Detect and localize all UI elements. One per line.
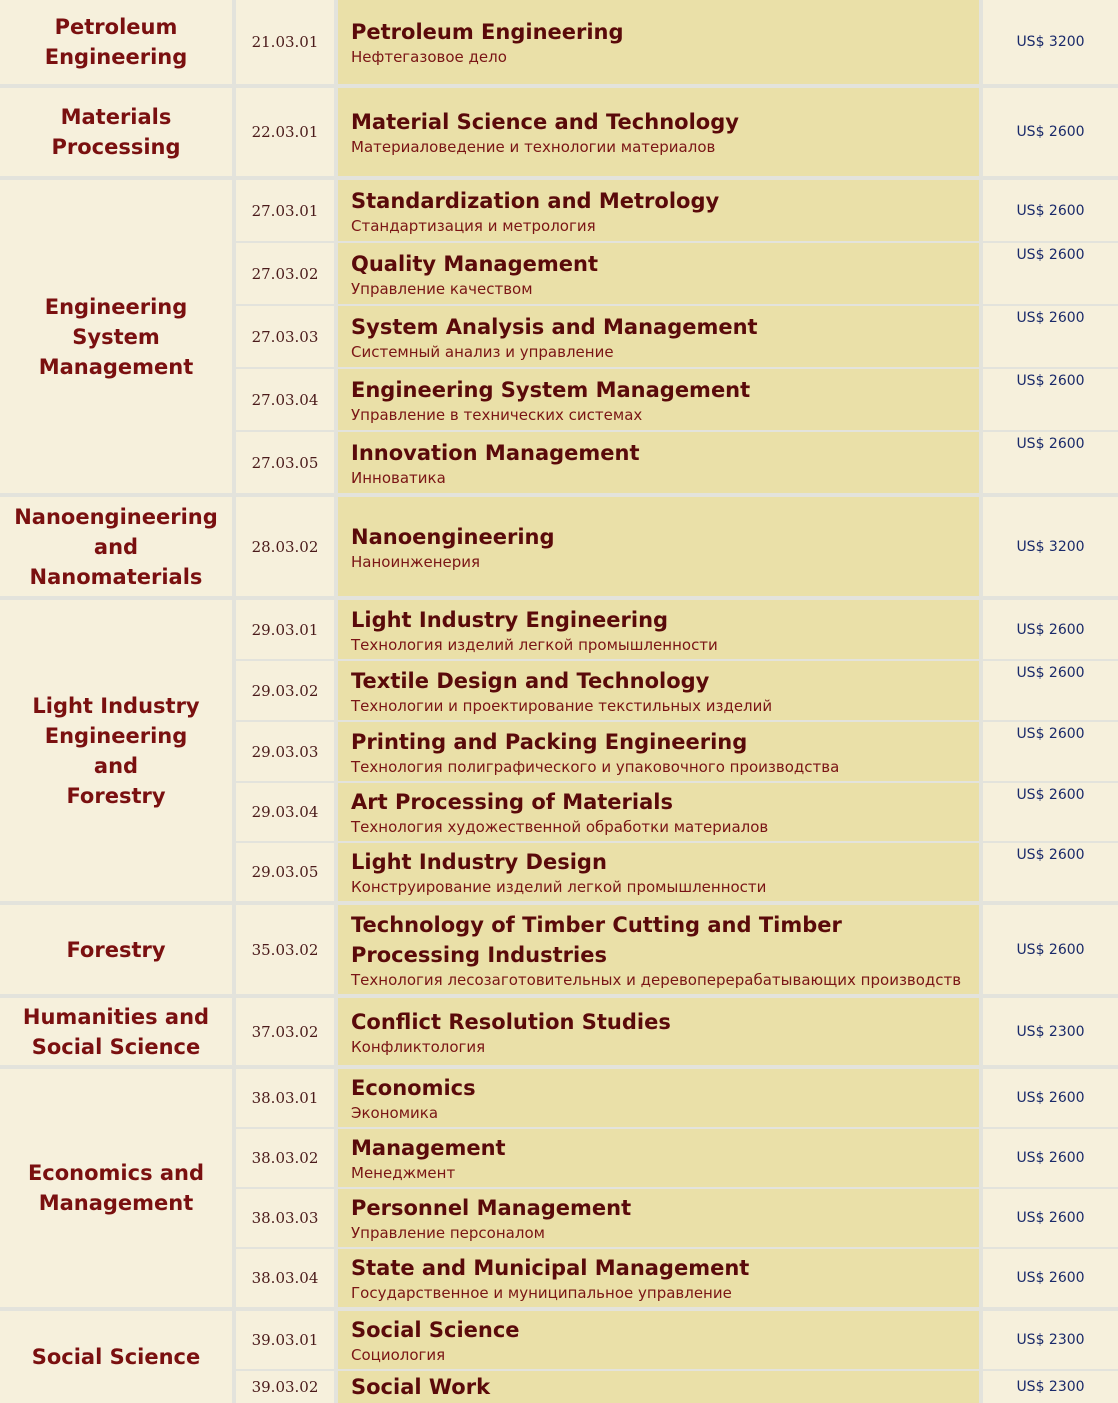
tuition-price: US$ 2600 <box>983 783 1118 841</box>
tuition-price: US$ 2300 <box>983 1311 1118 1369</box>
program-name-cell <box>338 1189 979 1247</box>
program-name-cell <box>338 88 979 176</box>
program-name-en: Printing and Packing Engineering <box>351 729 748 754</box>
program-code: 29.03.05 <box>236 843 334 901</box>
program-name-en: Conflict Resolution Studies <box>351 1009 671 1034</box>
program-code: 38.03.01 <box>236 1069 334 1127</box>
program-code: 21.03.01 <box>236 0 334 84</box>
tuition-price: US$ 2600 <box>983 661 1118 720</box>
tuition-price: US$ 2600 <box>983 1189 1118 1247</box>
program-code: 29.03.04 <box>236 783 334 841</box>
tuition-price: US$ 2600 <box>983 1129 1118 1187</box>
program-name-cell <box>338 600 979 659</box>
tuition-price: US$ 2600 <box>983 1249 1118 1307</box>
tuition-price: US$ 2600 <box>983 88 1118 176</box>
program-code: 39.03.01 <box>236 1311 334 1369</box>
tuition-price: US$ 2600 <box>983 180 1118 241</box>
field-of-study-cell: Nanoengineering and Nanomaterials <box>0 497 232 596</box>
program-name-ru: Нефтегазовое дело <box>351 48 507 66</box>
program-name-ru: Технология изделий легкой промышленности <box>351 635 718 654</box>
program-name-en: Light Industry Engineering <box>351 607 669 632</box>
program-name-cell <box>338 905 979 994</box>
program-name-cell <box>338 0 979 84</box>
program-name-en: Petroleum Engineering <box>351 20 624 44</box>
program-name-cell <box>338 432 979 493</box>
program-name-en: Material Science and Technology <box>351 110 739 134</box>
field-of-study-cell: Social Science <box>0 1311 232 1403</box>
tuition-price: US$ 2600 <box>983 432 1118 493</box>
program-name-ru: Инноватика <box>351 468 446 487</box>
program-name-en: Management <box>351 1136 506 1160</box>
program-name-cell <box>338 722 979 781</box>
program-name-en: Social Work <box>351 1375 491 1399</box>
program-name-ru: Технология художественной обработки материалов <box>351 818 769 836</box>
tuition-price: US$ 2600 <box>983 905 1118 994</box>
field-of-study-cell: Economics and Management <box>0 1069 232 1307</box>
program-code: 27.03.05 <box>236 432 334 493</box>
program-name-ru: Материаловедение и технологии материалов <box>351 138 716 156</box>
program-name-ru: Технология лесозаготовительных и деревоперерабатывающих производств <box>351 970 962 989</box>
tuition-price: US$ 3200 <box>983 497 1118 596</box>
program-name-ru: Конфликтология <box>351 1037 486 1056</box>
program-name-en: State and Municipal Management <box>351 1256 750 1280</box>
program-code: 35.03.02 <box>236 905 334 994</box>
program-name-en: Nanoengineering <box>351 524 555 549</box>
tuition-price: US$ 2300 <box>983 1371 1118 1403</box>
program-code: 29.03.03 <box>236 722 334 781</box>
tuition-price: US$ 2600 <box>983 843 1118 901</box>
program-code: 27.03.01 <box>236 180 334 241</box>
program-name-en: Personnel Management <box>351 1196 632 1220</box>
program-name-cell <box>338 180 979 241</box>
program-name-en: Standardization and Metrology <box>351 188 720 213</box>
program-code: 38.03.02 <box>236 1129 334 1187</box>
tuition-price: US$ 2600 <box>983 306 1118 367</box>
tuition-price: US$ 2600 <box>983 369 1118 430</box>
program-code: 29.03.01 <box>236 600 334 659</box>
program-name-ru: Государственное и муниципальное управление <box>351 1284 732 1302</box>
program-name-cell <box>338 306 979 367</box>
program-name-cell <box>338 1069 979 1127</box>
program-name-en: Art Processing of Materials <box>351 790 673 814</box>
program-code: 27.03.04 <box>236 369 334 430</box>
program-name-en: Textile Design and Technology <box>351 668 710 693</box>
program-name-cell <box>338 1371 979 1403</box>
program-name-cell <box>338 243 979 304</box>
tuition-price: US$ 2600 <box>983 1069 1118 1127</box>
tuition-price: US$ 2600 <box>983 600 1118 659</box>
program-code: 28.03.02 <box>236 497 334 596</box>
program-name-ru: Управление качеством <box>351 279 533 298</box>
tuition-price: US$ 2300 <box>983 998 1118 1065</box>
program-name-en: Economics <box>351 1076 476 1100</box>
program-code: 27.03.03 <box>236 306 334 367</box>
program-name-cell <box>338 1311 979 1369</box>
program-name-ru: Конструирование изделий легкой промышленности <box>351 878 767 896</box>
program-name-cell <box>338 1129 979 1187</box>
program-name-en: Light Industry Design <box>351 850 607 874</box>
program-name-cell <box>338 998 979 1065</box>
field-of-study-cell: Light Industry Engineering and Forestry <box>0 600 232 901</box>
program-code: 38.03.03 <box>236 1189 334 1247</box>
program-code: 27.03.02 <box>236 243 334 304</box>
program-name-en: Quality Management <box>351 251 598 276</box>
program-name-ru: Экономика <box>351 1104 439 1122</box>
program-name-cell <box>338 369 979 430</box>
program-name-ru: Технологии и проектирование текстильных изделий <box>351 696 773 715</box>
program-name-en: Engineering System Management <box>351 377 751 402</box>
program-name-cell <box>338 783 979 841</box>
program-name-cell <box>338 497 979 596</box>
tuition-price: US$ 2600 <box>983 243 1118 304</box>
field-of-study-cell: Forestry <box>0 905 232 994</box>
program-code: 37.03.02 <box>236 998 334 1065</box>
tuition-price: US$ 2600 <box>983 722 1118 781</box>
program-name-ru: Управление в технических системах <box>351 405 643 424</box>
field-of-study-cell: Materials Processing <box>0 88 232 176</box>
field-of-study-cell: Engineering System Management <box>0 180 232 493</box>
program-name-cell <box>338 661 979 720</box>
program-name-ru: Менеджмент <box>351 1164 456 1182</box>
program-name-ru: Технология полиграфического и упаковочного производства <box>351 757 840 776</box>
program-name-cell <box>338 843 979 901</box>
field-of-study-cell: Petroleum Engineering <box>0 0 232 84</box>
program-name-cell <box>338 1249 979 1307</box>
program-code: 29.03.02 <box>236 661 334 720</box>
program-name-ru: Управление персоналом <box>351 1224 545 1242</box>
program-name-ru: Социология <box>351 1346 446 1364</box>
program-name-en: Innovation Management <box>351 440 640 465</box>
tuition-price: US$ 3200 <box>983 0 1118 84</box>
field-of-study-cell: Humanities and Social Science <box>0 998 232 1065</box>
program-name-en: Social Science <box>351 1318 520 1342</box>
program-name-ru: Наноинженерия <box>351 552 481 571</box>
program-name-en: System Analysis and Management <box>351 314 758 339</box>
program-code: 22.03.01 <box>236 88 334 176</box>
program-name-ru: Системный анализ и управление <box>351 342 614 361</box>
program-name-en: Technology of Timber Cutting and Timber Processing Industries <box>351 912 842 967</box>
program-name-ru: Стандартизация и метрология <box>351 216 596 235</box>
program-code: 39.03.02 <box>236 1371 334 1403</box>
program-code: 38.03.04 <box>236 1249 334 1307</box>
